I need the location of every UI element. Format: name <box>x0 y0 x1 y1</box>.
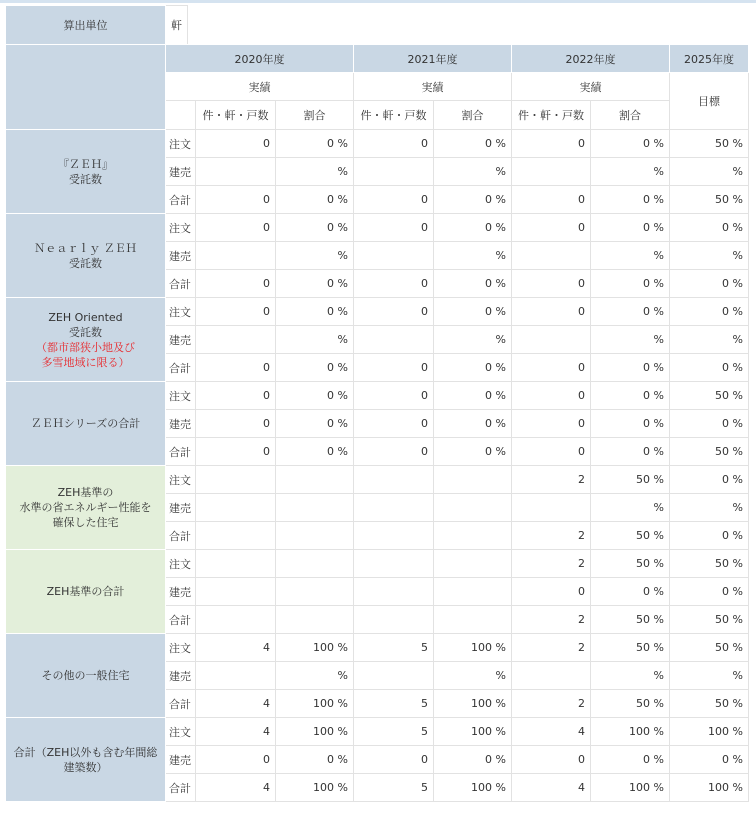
sub-label: 注文 <box>166 130 196 158</box>
ratio-cell: 0 % <box>591 186 670 214</box>
count-header: 件・軒・戸数 <box>354 101 434 130</box>
year-header: 2021年度 <box>354 45 512 73</box>
table-row <box>6 130 749 158</box>
ratio-header: 割合 <box>276 101 354 130</box>
ratio-cell: 100 % <box>591 718 670 746</box>
unit-table <box>5 5 188 45</box>
count-cell: 0 <box>512 298 591 326</box>
count-cell: 0 <box>512 186 591 214</box>
count-cell: 0 <box>512 578 591 606</box>
ratio-cell: 0 % <box>434 130 512 158</box>
count-cell: 0 <box>354 270 434 298</box>
count-cell: 2 <box>512 690 591 718</box>
count-header: 件・軒・戸数 <box>512 101 591 130</box>
count-cell: 0 <box>512 354 591 382</box>
ratio-cell: % <box>276 242 354 270</box>
count-cell <box>196 466 276 494</box>
group-label <box>6 466 166 550</box>
count-cell: 2 <box>512 606 591 634</box>
ratio-cell: % <box>434 662 512 690</box>
target-cell: 50 % <box>670 130 749 158</box>
ratio-cell: 50 % <box>591 606 670 634</box>
count-cell <box>512 326 591 354</box>
count-cell: 2 <box>512 522 591 550</box>
count-cell: 0 <box>354 298 434 326</box>
sub-label: 注文 <box>166 382 196 410</box>
ratio-cell: 50 % <box>591 522 670 550</box>
target-cell: 0 % <box>670 410 749 438</box>
target-cell: 50 % <box>670 186 749 214</box>
count-cell: 2 <box>512 466 591 494</box>
actual-header: 実績 <box>512 73 670 101</box>
sub-label: 合計 <box>166 186 196 214</box>
group-note-line: 多雪地域に限る） <box>41 355 130 369</box>
ratio-cell: 100 % <box>434 690 512 718</box>
ratio-header: 割合 <box>591 101 670 130</box>
ratio-cell: 0 % <box>276 382 354 410</box>
ratio-cell: 0 % <box>591 578 670 606</box>
table-row <box>6 634 749 662</box>
ratio-cell: 0 % <box>591 438 670 466</box>
group-label-line: 建築数） <box>63 760 108 774</box>
ratio-cell: 0 % <box>276 186 354 214</box>
sub-label: 注文 <box>166 214 196 242</box>
sub-label: 注文 <box>166 550 196 578</box>
count-cell <box>196 662 276 690</box>
count-cell: 0 <box>354 746 434 774</box>
count-cell: 0 <box>354 438 434 466</box>
ratio-cell <box>434 466 512 494</box>
ratio-cell: 50 % <box>591 634 670 662</box>
target-cell: 0 % <box>670 214 749 242</box>
target-header: 目標 <box>670 73 749 130</box>
ratio-cell: 0 % <box>434 270 512 298</box>
sub-label: 合計 <box>166 354 196 382</box>
ratio-cell: 0 % <box>591 214 670 242</box>
sub-label: 建売 <box>166 158 196 186</box>
count-cell <box>354 326 434 354</box>
group-label <box>6 214 166 298</box>
sub-label: 注文 <box>166 466 196 494</box>
ratio-cell <box>434 550 512 578</box>
count-cell: 0 <box>512 746 591 774</box>
count-cell: 0 <box>354 410 434 438</box>
group-label-line: 受託数 <box>69 325 102 339</box>
count-cell: 2 <box>512 634 591 662</box>
ratio-cell: % <box>591 662 670 690</box>
count-cell: 0 <box>512 214 591 242</box>
count-cell: 0 <box>196 298 276 326</box>
corner-cell <box>6 45 166 130</box>
count-cell <box>512 662 591 690</box>
sub-label: 建売 <box>166 746 196 774</box>
count-cell: 0 <box>196 410 276 438</box>
group-label <box>6 382 166 466</box>
count-cell: 0 <box>354 130 434 158</box>
count-cell <box>354 494 434 522</box>
target-cell: 100 % <box>670 718 749 746</box>
ratio-cell: 0 % <box>276 410 354 438</box>
ratio-cell: 0 % <box>591 298 670 326</box>
ratio-cell: 0 % <box>276 746 354 774</box>
ratio-cell: 0 % <box>591 354 670 382</box>
ratio-cell: 0 % <box>276 298 354 326</box>
ratio-cell: 100 % <box>276 690 354 718</box>
count-cell: 4 <box>196 690 276 718</box>
group-label-line: 確保した住宅 <box>52 516 119 529</box>
sub-label: 建売 <box>166 410 196 438</box>
ratio-cell: 0 % <box>591 382 670 410</box>
count-cell: 4 <box>196 718 276 746</box>
actual-header: 実績 <box>166 73 354 101</box>
count-cell: 0 <box>354 382 434 410</box>
unit-value: 軒 <box>166 6 188 45</box>
sub-label: 合計 <box>166 774 196 802</box>
ratio-header: 割合 <box>434 101 512 130</box>
ratio-cell: 100 % <box>276 718 354 746</box>
sub-label: 合計 <box>166 522 196 550</box>
ratio-cell: 0 % <box>434 186 512 214</box>
ratio-cell: % <box>591 158 670 186</box>
count-cell: 5 <box>354 690 434 718</box>
count-cell <box>196 550 276 578</box>
year-header: 2022年度 <box>512 45 670 73</box>
ratio-cell: 0 % <box>591 410 670 438</box>
table-row <box>6 550 749 578</box>
target-cell: 0 % <box>670 522 749 550</box>
group-label-line: ZEH基準の <box>57 486 114 499</box>
ratio-cell: 100 % <box>434 718 512 746</box>
actual-header: 実績 <box>354 73 512 101</box>
unit-label: 算出単位 <box>6 6 166 45</box>
ratio-cell <box>276 522 354 550</box>
ratio-cell <box>434 606 512 634</box>
target-cell: 0 % <box>670 466 749 494</box>
group-label <box>6 298 166 382</box>
ratio-cell <box>276 550 354 578</box>
table-row <box>6 466 749 494</box>
count-cell <box>196 606 276 634</box>
group-label-line: ZEH Oriented <box>48 310 123 324</box>
target-cell: 50 % <box>670 634 749 662</box>
group-label-line: ＺＥＨシリーズの合計 <box>30 417 141 430</box>
year-header: 2025年度 <box>670 45 749 73</box>
sub-label: 建売 <box>166 662 196 690</box>
count-cell: 0 <box>512 438 591 466</box>
count-cell: 0 <box>354 186 434 214</box>
count-cell <box>354 606 434 634</box>
target-cell: % <box>670 158 749 186</box>
group-note-line: （都市部狭小地及び <box>36 340 135 354</box>
ratio-cell: % <box>434 242 512 270</box>
ratio-cell: 0 % <box>591 746 670 774</box>
ratio-cell: % <box>276 326 354 354</box>
count-cell <box>196 242 276 270</box>
count-cell <box>354 578 434 606</box>
count-cell <box>354 550 434 578</box>
sub-label: 合計 <box>166 690 196 718</box>
count-cell: 0 <box>354 354 434 382</box>
sub-label: 注文 <box>166 298 196 326</box>
count-cell: 2 <box>512 550 591 578</box>
group-label-line: Ｎｅａｒｌｙ ＺＥＨ <box>34 241 137 255</box>
sub-label: 建売 <box>166 494 196 522</box>
ratio-cell <box>276 578 354 606</box>
count-cell: 4 <box>512 774 591 802</box>
count-cell <box>354 466 434 494</box>
ratio-cell: 0 % <box>434 382 512 410</box>
target-cell: 50 % <box>670 690 749 718</box>
count-cell <box>196 326 276 354</box>
target-cell: % <box>670 242 749 270</box>
target-cell: 0 % <box>670 298 749 326</box>
group-label-line: ZEH基準の合計 <box>46 585 125 598</box>
ratio-cell: 0 % <box>434 214 512 242</box>
target-cell: 0 % <box>670 354 749 382</box>
group-label-line: その他の一般住宅 <box>41 669 130 682</box>
ratio-cell: 0 % <box>276 438 354 466</box>
count-cell <box>354 242 434 270</box>
group-label-line: 水準の省エネルギー性能を <box>19 501 152 514</box>
ratio-cell <box>276 606 354 634</box>
count-cell <box>354 662 434 690</box>
count-cell <box>354 522 434 550</box>
count-header: 件・軒・戸数 <box>196 101 276 130</box>
group-label <box>6 130 166 214</box>
count-cell <box>196 522 276 550</box>
ratio-cell: % <box>434 158 512 186</box>
table-row <box>6 214 749 242</box>
sub-label: 建売 <box>166 242 196 270</box>
ratio-cell: 100 % <box>434 634 512 662</box>
count-cell <box>196 494 276 522</box>
count-cell <box>512 242 591 270</box>
ratio-cell: % <box>434 326 512 354</box>
ratio-cell: 0 % <box>434 298 512 326</box>
count-cell: 0 <box>196 354 276 382</box>
target-cell: 100 % <box>670 774 749 802</box>
ratio-cell: 0 % <box>434 746 512 774</box>
table-row <box>6 718 749 746</box>
group-label-line: 合計（ZEH以外も含む年間総 <box>13 745 158 759</box>
group-label-line: 『ＺＥＨ』 <box>58 157 113 171</box>
ratio-cell <box>434 494 512 522</box>
blank-cell <box>166 101 196 130</box>
group-label <box>6 634 166 718</box>
ratio-cell <box>434 578 512 606</box>
target-cell: 0 % <box>670 746 749 774</box>
count-cell: 5 <box>354 774 434 802</box>
count-cell: 0 <box>196 186 276 214</box>
ratio-cell: 0 % <box>276 270 354 298</box>
sub-label: 注文 <box>166 634 196 662</box>
ratio-cell: 100 % <box>276 774 354 802</box>
ratio-cell: % <box>276 662 354 690</box>
target-cell: % <box>670 494 749 522</box>
target-cell: 50 % <box>670 438 749 466</box>
ratio-cell: 50 % <box>591 466 670 494</box>
ratio-cell: 0 % <box>591 130 670 158</box>
year-header: 2020年度 <box>166 45 354 73</box>
ratio-cell: % <box>591 326 670 354</box>
ratio-cell: 0 % <box>434 438 512 466</box>
group-label-line: 受託数 <box>69 256 102 270</box>
target-cell: 50 % <box>670 382 749 410</box>
count-cell <box>196 158 276 186</box>
table-row <box>6 298 749 326</box>
ratio-cell: 0 % <box>591 270 670 298</box>
sub-label: 合計 <box>166 270 196 298</box>
group-label <box>6 550 166 634</box>
ratio-cell <box>276 466 354 494</box>
group-label-line: 受託数 <box>69 172 102 186</box>
count-cell: 4 <box>512 718 591 746</box>
count-cell: 0 <box>512 382 591 410</box>
count-cell: 0 <box>196 270 276 298</box>
ratio-cell: 0 % <box>434 354 512 382</box>
count-cell: 0 <box>196 382 276 410</box>
target-cell: % <box>670 662 749 690</box>
ratio-cell: % <box>276 158 354 186</box>
ratio-cell: 0 % <box>276 214 354 242</box>
count-cell: 4 <box>196 774 276 802</box>
ratio-cell: 0 % <box>434 410 512 438</box>
target-cell: % <box>670 326 749 354</box>
ratio-cell: 100 % <box>591 774 670 802</box>
zeh-results-table <box>5 44 749 802</box>
target-cell: 0 % <box>670 270 749 298</box>
count-cell: 0 <box>354 214 434 242</box>
table-row <box>6 382 749 410</box>
count-cell: 0 <box>196 746 276 774</box>
count-cell: 0 <box>512 410 591 438</box>
count-cell: 0 <box>512 270 591 298</box>
ratio-cell <box>276 494 354 522</box>
count-cell <box>354 158 434 186</box>
ratio-cell: 100 % <box>276 634 354 662</box>
ratio-cell: 0 % <box>276 130 354 158</box>
count-cell: 5 <box>354 718 434 746</box>
ratio-cell: 100 % <box>434 774 512 802</box>
sub-label: 建売 <box>166 326 196 354</box>
count-cell: 0 <box>196 214 276 242</box>
sub-label: 合計 <box>166 606 196 634</box>
target-cell: 50 % <box>670 550 749 578</box>
sub-label: 建売 <box>166 578 196 606</box>
sub-label: 合計 <box>166 438 196 466</box>
ratio-cell <box>434 522 512 550</box>
ratio-cell: % <box>591 242 670 270</box>
sub-label: 注文 <box>166 718 196 746</box>
target-cell: 50 % <box>670 606 749 634</box>
target-cell: 0 % <box>670 578 749 606</box>
count-cell: 0 <box>512 130 591 158</box>
ratio-cell: 50 % <box>591 690 670 718</box>
count-cell <box>196 578 276 606</box>
count-cell: 0 <box>196 130 276 158</box>
ratio-cell: 50 % <box>591 550 670 578</box>
count-cell: 0 <box>196 438 276 466</box>
group-label <box>6 718 166 802</box>
ratio-cell: % <box>591 494 670 522</box>
count-cell: 5 <box>354 634 434 662</box>
count-cell: 4 <box>196 634 276 662</box>
count-cell <box>512 158 591 186</box>
ratio-cell: 0 % <box>276 354 354 382</box>
count-cell <box>512 494 591 522</box>
